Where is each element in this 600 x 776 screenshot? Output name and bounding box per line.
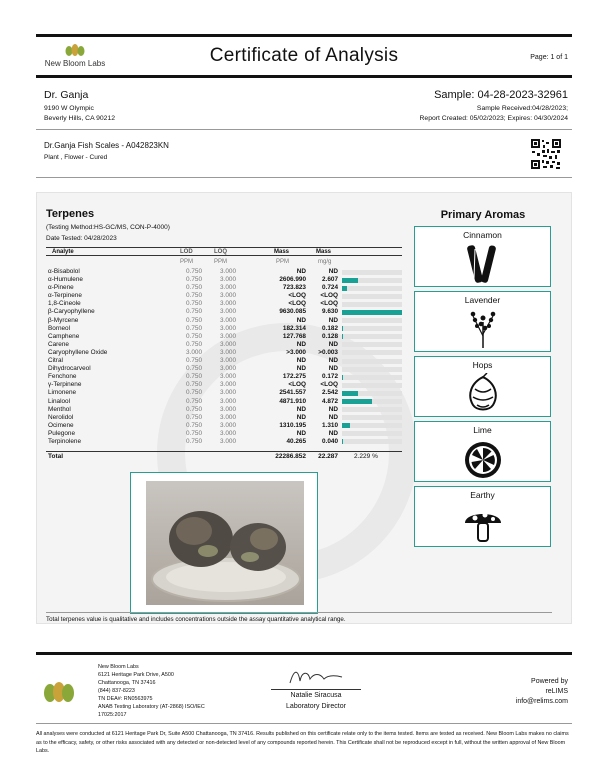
analyte-bar-fill bbox=[342, 278, 358, 283]
analyte-lod: 0.750 bbox=[186, 421, 202, 429]
analyte-loq: 3.000 bbox=[220, 348, 236, 356]
table-row bbox=[46, 414, 402, 422]
aroma-hops bbox=[414, 356, 551, 417]
analyte-ppm: ND bbox=[296, 429, 306, 437]
unit-lod: PPM bbox=[180, 259, 194, 265]
analyte-mg: 0.182 bbox=[322, 324, 338, 332]
analyte-loq: 3.000 bbox=[220, 397, 236, 405]
analyte-lod: 0.750 bbox=[186, 373, 202, 381]
analyte-bar bbox=[342, 367, 402, 372]
analyte-bar bbox=[342, 286, 402, 291]
analyte-bar bbox=[342, 375, 402, 380]
analyte-ppm: <LOQ bbox=[288, 300, 306, 308]
footer-address2: Chattanooga, TN 37416 bbox=[98, 680, 156, 686]
table-header bbox=[46, 247, 402, 256]
analyte-mg: 2.542 bbox=[322, 389, 338, 397]
analyte-lod: 0.750 bbox=[186, 381, 202, 389]
analyte-name: Dihydrocarveol bbox=[48, 365, 91, 373]
analyte-ppm: 127.768 bbox=[282, 332, 306, 340]
product-type: Plant , Flower - Cured bbox=[44, 154, 108, 161]
analyte-name: Limonene bbox=[48, 389, 77, 397]
total-mg: 22.287 bbox=[318, 453, 338, 460]
table-row bbox=[46, 308, 402, 316]
signature-icon bbox=[286, 667, 346, 687]
analyte-name: α-Bisabolol bbox=[48, 268, 80, 275]
unit-loq: PPM bbox=[214, 259, 228, 265]
analyte-name: α-Terpinene bbox=[48, 292, 82, 300]
total-label: Total bbox=[48, 453, 64, 460]
analyte-bar bbox=[342, 310, 402, 315]
analyte-ppm: ND bbox=[296, 316, 306, 324]
leaf-logo-icon bbox=[42, 681, 76, 703]
page-number: Page: 1 of 1 bbox=[530, 54, 568, 61]
table-row bbox=[46, 422, 402, 430]
analyte-loq: 3.000 bbox=[220, 292, 236, 300]
qr-code-icon[interactable] bbox=[530, 138, 562, 170]
aroma-label: Lavender bbox=[464, 295, 501, 305]
analyte-name: Pulegone bbox=[48, 429, 76, 437]
analyte-bar bbox=[342, 278, 402, 283]
analyte-loq: 3.000 bbox=[220, 332, 236, 340]
analyte-lod: 0.750 bbox=[186, 268, 202, 275]
analyte-bar bbox=[342, 270, 402, 275]
footer-address1: 6121 Heritage Park Drive, A500 bbox=[98, 672, 174, 678]
analyte-bar-fill bbox=[342, 286, 347, 291]
analyte-mg: 1.310 bbox=[322, 421, 338, 429]
table-row bbox=[46, 325, 402, 333]
sample-id: Sample: 04-28-2023-32961 bbox=[434, 89, 568, 101]
signature-block bbox=[266, 667, 366, 710]
table-row bbox=[46, 300, 402, 308]
analyte-ppm: 9630.085 bbox=[279, 308, 306, 316]
cinnamon-icon bbox=[463, 243, 503, 285]
analyte-mg: 2.607 bbox=[322, 276, 338, 284]
analyte-loq: 3.000 bbox=[220, 389, 236, 397]
analyte-bar bbox=[342, 407, 402, 412]
sample-dates bbox=[420, 104, 569, 124]
lab-info bbox=[98, 663, 205, 719]
analyte-mg: ND bbox=[328, 357, 338, 365]
analyte-bar bbox=[342, 423, 402, 428]
analyte-lod: 0.750 bbox=[186, 276, 202, 284]
analyte-bar-fill bbox=[342, 391, 358, 396]
analyte-loq: 3.000 bbox=[220, 413, 236, 421]
analyte-name: Ocimene bbox=[48, 421, 74, 429]
analyte-name: γ-Terpinene bbox=[48, 381, 82, 389]
aroma-earthy bbox=[414, 486, 551, 547]
analyte-loq: 3.000 bbox=[220, 324, 236, 332]
header bbox=[36, 34, 572, 78]
analyte-mg: <LOQ bbox=[320, 300, 338, 308]
testing-method: (Testing Method:HS-GC/MS, CON-P-4000) bbox=[46, 224, 170, 231]
table-row bbox=[46, 292, 402, 300]
signer-name: Natalie Siracusa bbox=[290, 692, 342, 699]
table-units bbox=[46, 258, 402, 267]
analyte-bar bbox=[342, 294, 402, 299]
analyte-bar bbox=[342, 439, 402, 444]
col-lod: LOD bbox=[180, 249, 193, 255]
analyte-bar bbox=[342, 359, 402, 364]
analyte-lod: 0.750 bbox=[186, 300, 202, 308]
terpenes-table bbox=[46, 268, 402, 446]
analyte-mg: 0.040 bbox=[322, 437, 338, 445]
analyte-bar-fill bbox=[342, 334, 343, 339]
analyte-name: 1,8-Cineole bbox=[48, 300, 81, 308]
aroma-label: Lime bbox=[473, 425, 492, 435]
aroma-label: Earthy bbox=[470, 490, 495, 500]
analyte-ppm: >3.000 bbox=[286, 348, 306, 356]
analyte-mg: ND bbox=[328, 413, 338, 421]
analyte-mg: 0.172 bbox=[322, 373, 338, 381]
powered-email[interactable]: info@relims.com bbox=[515, 698, 568, 705]
analyte-name: Camphene bbox=[48, 332, 80, 340]
analyte-name: Borneol bbox=[48, 324, 71, 332]
terpenes-title: Terpenes bbox=[46, 208, 95, 220]
analyte-name: Fenchone bbox=[48, 373, 77, 381]
aroma-lime bbox=[414, 421, 551, 482]
col-analyte: Analyte bbox=[52, 249, 74, 255]
powered-name: reLIMS bbox=[545, 688, 568, 695]
analyte-ppm: 1310.195 bbox=[279, 421, 306, 429]
analyte-bar bbox=[342, 431, 402, 436]
analyte-mg: 0.128 bbox=[322, 332, 338, 340]
analyte-mg: <LOQ bbox=[320, 381, 338, 389]
analyte-bar bbox=[342, 318, 402, 323]
analyte-mg: ND bbox=[328, 365, 338, 373]
analyte-ppm: <LOQ bbox=[288, 381, 306, 389]
analyte-bar-fill bbox=[342, 399, 372, 404]
analyte-name: Citral bbox=[48, 357, 63, 365]
analyte-mg: <LOQ bbox=[320, 292, 338, 300]
aroma-cinnamon bbox=[414, 226, 551, 287]
sample-photo-image bbox=[146, 481, 304, 605]
analyte-ppm: ND bbox=[296, 268, 306, 275]
report-created: Report Created: 05/02/2023; Expires: 04/30/2024 bbox=[419, 115, 568, 122]
unit-mass-ppm: PPM bbox=[276, 259, 290, 265]
analyte-bar bbox=[342, 326, 402, 331]
terpenes-note: Total terpenes value is qualitative and includes concentrations outside the assay quantitative analytical range. bbox=[46, 612, 552, 623]
analyte-name: Caryophyllene Oxide bbox=[48, 348, 108, 356]
disclaimer: All analyses were conducted at 6121 Heritage Park Dr, Suite A500 Chattanooga, TN 37416. Results published on this certificate relate only to the items tested. Items are tested as received. New Bloom Labs makes no claims as to the efficacy, safety, or other risks associated with any detected or non-detected level of any compounds reported herein. This Certificate shall not be reproduced except in full, without the written approval of New Bloom Labs. bbox=[36, 731, 569, 754]
analyte-bar bbox=[342, 334, 402, 339]
table-row bbox=[46, 357, 402, 365]
analyte-lod: 0.750 bbox=[186, 389, 202, 397]
flower-photo-icon bbox=[146, 481, 304, 605]
analyte-bar bbox=[342, 342, 402, 347]
analyte-loq: 3.000 bbox=[220, 437, 236, 445]
analyte-mg: >0.003 bbox=[318, 348, 338, 356]
analyte-ppm: 4871.910 bbox=[279, 397, 306, 405]
footer-iso: 17025:2017 bbox=[98, 712, 127, 718]
footer-lab: New Bloom Labs bbox=[98, 664, 139, 670]
mushroom-icon bbox=[463, 503, 503, 545]
date-tested: Date Tested: 04/28/2023 bbox=[46, 235, 117, 242]
footer-phone: (844) 837-8223 bbox=[98, 688, 135, 694]
analyte-name: Linalool bbox=[48, 397, 71, 405]
hops-icon bbox=[463, 373, 503, 415]
aroma-lavender bbox=[414, 291, 551, 352]
table-row bbox=[46, 276, 402, 284]
analyte-lod: 0.750 bbox=[186, 413, 202, 421]
analyte-bar bbox=[342, 383, 402, 388]
analyte-bar-fill bbox=[342, 375, 343, 380]
analyte-mg: 9.630 bbox=[322, 308, 338, 316]
table-row bbox=[46, 389, 402, 397]
analyte-loq: 3.000 bbox=[220, 284, 236, 292]
aroma-label: Hops bbox=[472, 360, 493, 370]
analyte-name: Nerolidol bbox=[48, 413, 74, 421]
analyte-loq: 3.000 bbox=[220, 429, 236, 437]
analyte-ppm: ND bbox=[296, 357, 306, 365]
analyte-mg: ND bbox=[328, 340, 338, 348]
total-percent: 2.229 % bbox=[354, 453, 378, 460]
analyte-ppm: ND bbox=[296, 413, 306, 421]
signature-line bbox=[271, 689, 361, 690]
analyte-lod: 0.750 bbox=[186, 292, 202, 300]
table-row bbox=[46, 268, 402, 276]
analyte-name: Carene bbox=[48, 340, 69, 348]
total-ppm: 22286.852 bbox=[275, 453, 306, 460]
analyte-lod: 3.000 bbox=[186, 348, 202, 356]
analyte-mg: ND bbox=[328, 316, 338, 324]
table-row bbox=[46, 430, 402, 438]
analyte-name: Menthol bbox=[48, 405, 71, 413]
analyte-loq: 3.000 bbox=[220, 365, 236, 373]
analyte-ppm: ND bbox=[296, 405, 306, 413]
analyte-loq: 3.000 bbox=[220, 373, 236, 381]
analyte-ppm: 2606.990 bbox=[279, 276, 306, 284]
powered-label: Powered by bbox=[531, 678, 568, 685]
powered-by bbox=[516, 677, 568, 707]
footer bbox=[36, 652, 572, 724]
table-row bbox=[46, 349, 402, 357]
col-mass-ppm: Mass bbox=[274, 249, 290, 255]
analyte-lod: 0.750 bbox=[186, 308, 202, 316]
analyte-lod: 0.750 bbox=[186, 324, 202, 332]
client-address-line1: 9190 W Olympic bbox=[44, 105, 94, 112]
analyte-mg: 4.872 bbox=[322, 397, 338, 405]
analyte-ppm: 182.314 bbox=[282, 324, 306, 332]
analyte-ppm: 172.275 bbox=[282, 373, 306, 381]
analyte-bar-fill bbox=[342, 326, 343, 331]
footer-dea: TN DEA#: RN0563975 bbox=[98, 696, 153, 702]
analyte-ppm: 723.823 bbox=[282, 284, 306, 292]
analyte-lod: 0.750 bbox=[186, 340, 202, 348]
sample-received: Sample Received:04/28/2023; bbox=[476, 105, 568, 112]
analyte-lod: 0.750 bbox=[186, 429, 202, 437]
analyte-lod: 0.750 bbox=[186, 316, 202, 324]
table-row bbox=[46, 398, 402, 406]
table-row bbox=[46, 406, 402, 414]
analyte-ppm: ND bbox=[296, 365, 306, 373]
table-row bbox=[46, 341, 402, 349]
unit-mass-mg: mg/g bbox=[318, 259, 332, 265]
analyte-loq: 3.000 bbox=[220, 316, 236, 324]
page-title: Certificate of Analysis bbox=[209, 45, 399, 66]
client-address-line2: Beverly Hills, CA 90212 bbox=[44, 115, 116, 122]
table-row bbox=[46, 381, 402, 389]
analyte-ppm: <LOQ bbox=[288, 292, 306, 300]
primary-aromas-title: Primary Aromas bbox=[440, 209, 526, 221]
analyte-lod: 0.750 bbox=[186, 397, 202, 405]
analyte-lod: 0.750 bbox=[186, 357, 202, 365]
analyte-loq: 3.000 bbox=[220, 308, 236, 316]
analyte-bar-fill bbox=[342, 423, 350, 428]
aroma-label: Cinnamon bbox=[463, 230, 502, 240]
analyte-bar bbox=[342, 415, 402, 420]
table-row bbox=[46, 438, 402, 446]
signer-role: Laboratory Director bbox=[286, 703, 346, 710]
lab-name: New Bloom Labs bbox=[44, 59, 106, 68]
lavender-icon bbox=[463, 308, 503, 350]
analyte-mg: ND bbox=[328, 405, 338, 413]
analyte-bar bbox=[342, 302, 402, 307]
analyte-ppm: 40.265 bbox=[286, 437, 306, 445]
analyte-loq: 3.000 bbox=[220, 405, 236, 413]
col-loq: LOQ bbox=[214, 249, 227, 255]
table-row bbox=[46, 317, 402, 325]
table-row bbox=[46, 284, 402, 292]
analyte-name: β-Caryophyllene bbox=[48, 308, 95, 316]
analyte-loq: 3.000 bbox=[220, 421, 236, 429]
analyte-loq: 3.000 bbox=[220, 340, 236, 348]
sample-photo bbox=[130, 472, 318, 614]
footer-ansab: ANAB Testing Laboratory (AT-2868) ISO/IEC bbox=[98, 704, 205, 710]
analyte-loq: 3.000 bbox=[220, 357, 236, 365]
col-mass-mg: Mass bbox=[316, 249, 332, 255]
analyte-mg: ND bbox=[328, 429, 338, 437]
analyte-mg: 0.724 bbox=[322, 284, 338, 292]
analyte-bar bbox=[342, 399, 402, 404]
analyte-ppm: 2541.557 bbox=[279, 389, 306, 397]
analyte-lod: 0.750 bbox=[186, 405, 202, 413]
client-block bbox=[36, 88, 572, 130]
table-row bbox=[46, 373, 402, 381]
analyte-lod: 0.750 bbox=[186, 332, 202, 340]
analyte-bar-fill bbox=[342, 310, 402, 315]
lime-icon bbox=[463, 438, 503, 480]
table-row bbox=[46, 333, 402, 341]
table-row bbox=[46, 365, 402, 373]
analyte-lod: 0.750 bbox=[186, 284, 202, 292]
analyte-name: α-Humulene bbox=[48, 276, 83, 284]
analyte-loq: 3.000 bbox=[220, 381, 236, 389]
analyte-mg: ND bbox=[328, 268, 338, 275]
analyte-bar bbox=[342, 350, 402, 355]
analyte-loq: 3.000 bbox=[220, 276, 236, 284]
analyte-name: α-Pinene bbox=[48, 284, 74, 292]
client-address bbox=[44, 104, 115, 124]
analyte-name: β-Myrcene bbox=[48, 316, 79, 324]
client-name: Dr. Ganja bbox=[44, 89, 89, 101]
analyte-lod: 0.750 bbox=[186, 437, 202, 445]
product-block bbox=[36, 134, 572, 178]
analyte-bar bbox=[342, 391, 402, 396]
analyte-loq: 3.000 bbox=[220, 268, 236, 275]
analyte-loq: 3.000 bbox=[220, 300, 236, 308]
analyte-lod: 0.750 bbox=[186, 365, 202, 373]
product-name: Dr.Ganja Fish Scales - A042823KN bbox=[44, 141, 169, 150]
analyte-name: Terpinolene bbox=[48, 437, 82, 445]
total-row bbox=[46, 451, 402, 461]
analyte-ppm: ND bbox=[296, 340, 306, 348]
